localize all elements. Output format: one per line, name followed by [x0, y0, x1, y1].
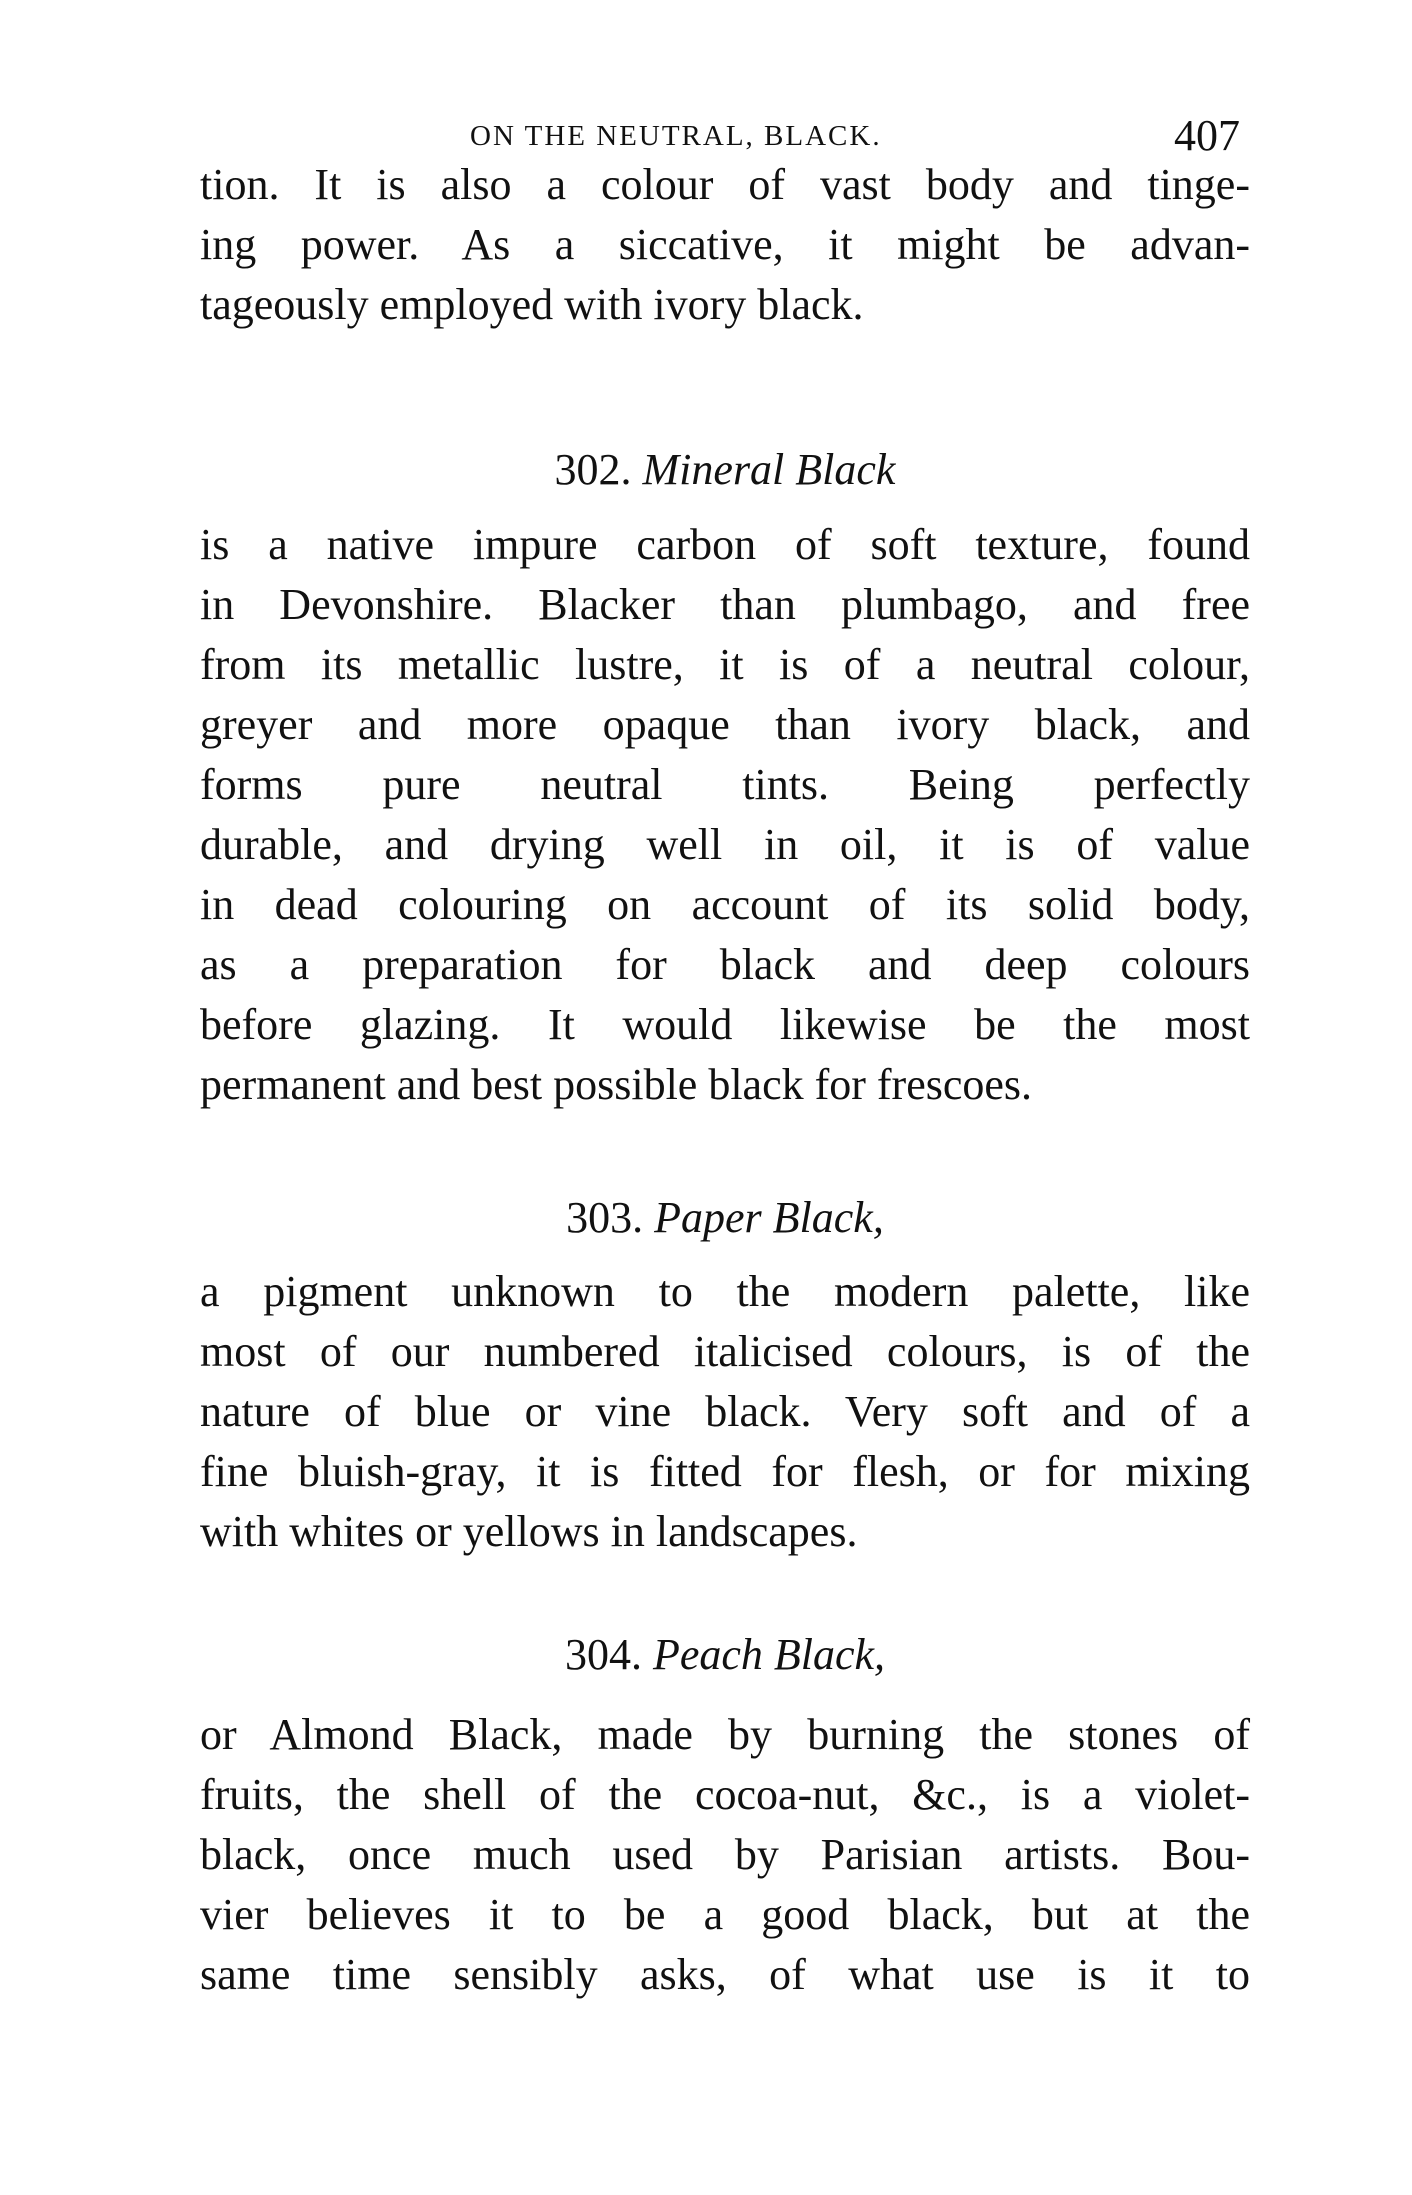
text-line: a pigment unknown to the modern palette, like	[200, 1267, 1250, 1316]
text-line: from its metallic lustre, it is of a neutral colour,	[200, 640, 1250, 689]
section-title: Paper Black,	[654, 1193, 884, 1242]
text-line: in Devonshire. Blacker than plumbago, and free	[200, 580, 1250, 629]
text-line: durable, and drying well in oil, it is of value	[200, 820, 1250, 869]
text-line: forms pure neutral tints. Being perfectly	[200, 760, 1250, 809]
page-number: 407	[1174, 111, 1240, 160]
text-line: vier believes it to be a good black, but at the	[200, 1890, 1250, 1939]
section-heading-303	[200, 1188, 1250, 1248]
paragraph-peach-black	[200, 1705, 1250, 2005]
section-number: 304.	[564, 1630, 642, 1679]
section-heading-302	[200, 440, 1250, 500]
paragraph-paper-black	[200, 1262, 1250, 1562]
section-title: Mineral Black	[642, 445, 896, 494]
text-line: ing power. As a siccative, it might be advan-	[200, 220, 1250, 269]
text-line: or Almond Black, made by burning the stones of	[200, 1710, 1250, 1759]
section-number: 303.	[566, 1193, 644, 1242]
text-line: greyer and more opaque than ivory black, and	[200, 700, 1250, 749]
text-line: fruits, the shell of the cocoa-nut, &c., is a violet-	[200, 1770, 1250, 1819]
text-line: before glazing. It would likewise be the most	[200, 1000, 1250, 1049]
section-number: 302.	[554, 445, 632, 494]
text-line: most of our numbered italicised colours, is of the	[200, 1327, 1250, 1376]
text-line: is a native impure carbon of soft texture, found	[200, 520, 1250, 569]
text-line: tion. It is also a colour of vast body and tinge-	[200, 160, 1250, 209]
running-head	[200, 110, 1260, 160]
section-heading-304	[200, 1625, 1250, 1685]
text-line: as a preparation for black and deep colours	[200, 940, 1250, 989]
text-line: in dead colouring on account of its solid body,	[200, 880, 1250, 929]
text-line: permanent and best possible black for frescoes.	[200, 1060, 1033, 1109]
text-line: with whites or yellows in landscapes.	[200, 1507, 858, 1556]
text-line: same time sensibly asks, of what use is it to	[200, 1950, 1250, 1999]
running-title: ON THE NEUTRAL, BLACK.	[470, 120, 882, 152]
section-title: Peach Black,	[652, 1630, 886, 1679]
text-line: tageously employed with ivory black.	[200, 280, 864, 329]
paragraph-mineral-black	[200, 515, 1250, 1115]
text-line: fine bluish-gray, it is fitted for flesh, or for mixing	[200, 1447, 1250, 1496]
text-line: black, once much used by Parisian artists. Bou-	[200, 1830, 1250, 1879]
paragraph-continuation	[200, 155, 1250, 335]
text-line: nature of blue or vine black. Very soft and of a	[200, 1387, 1250, 1436]
